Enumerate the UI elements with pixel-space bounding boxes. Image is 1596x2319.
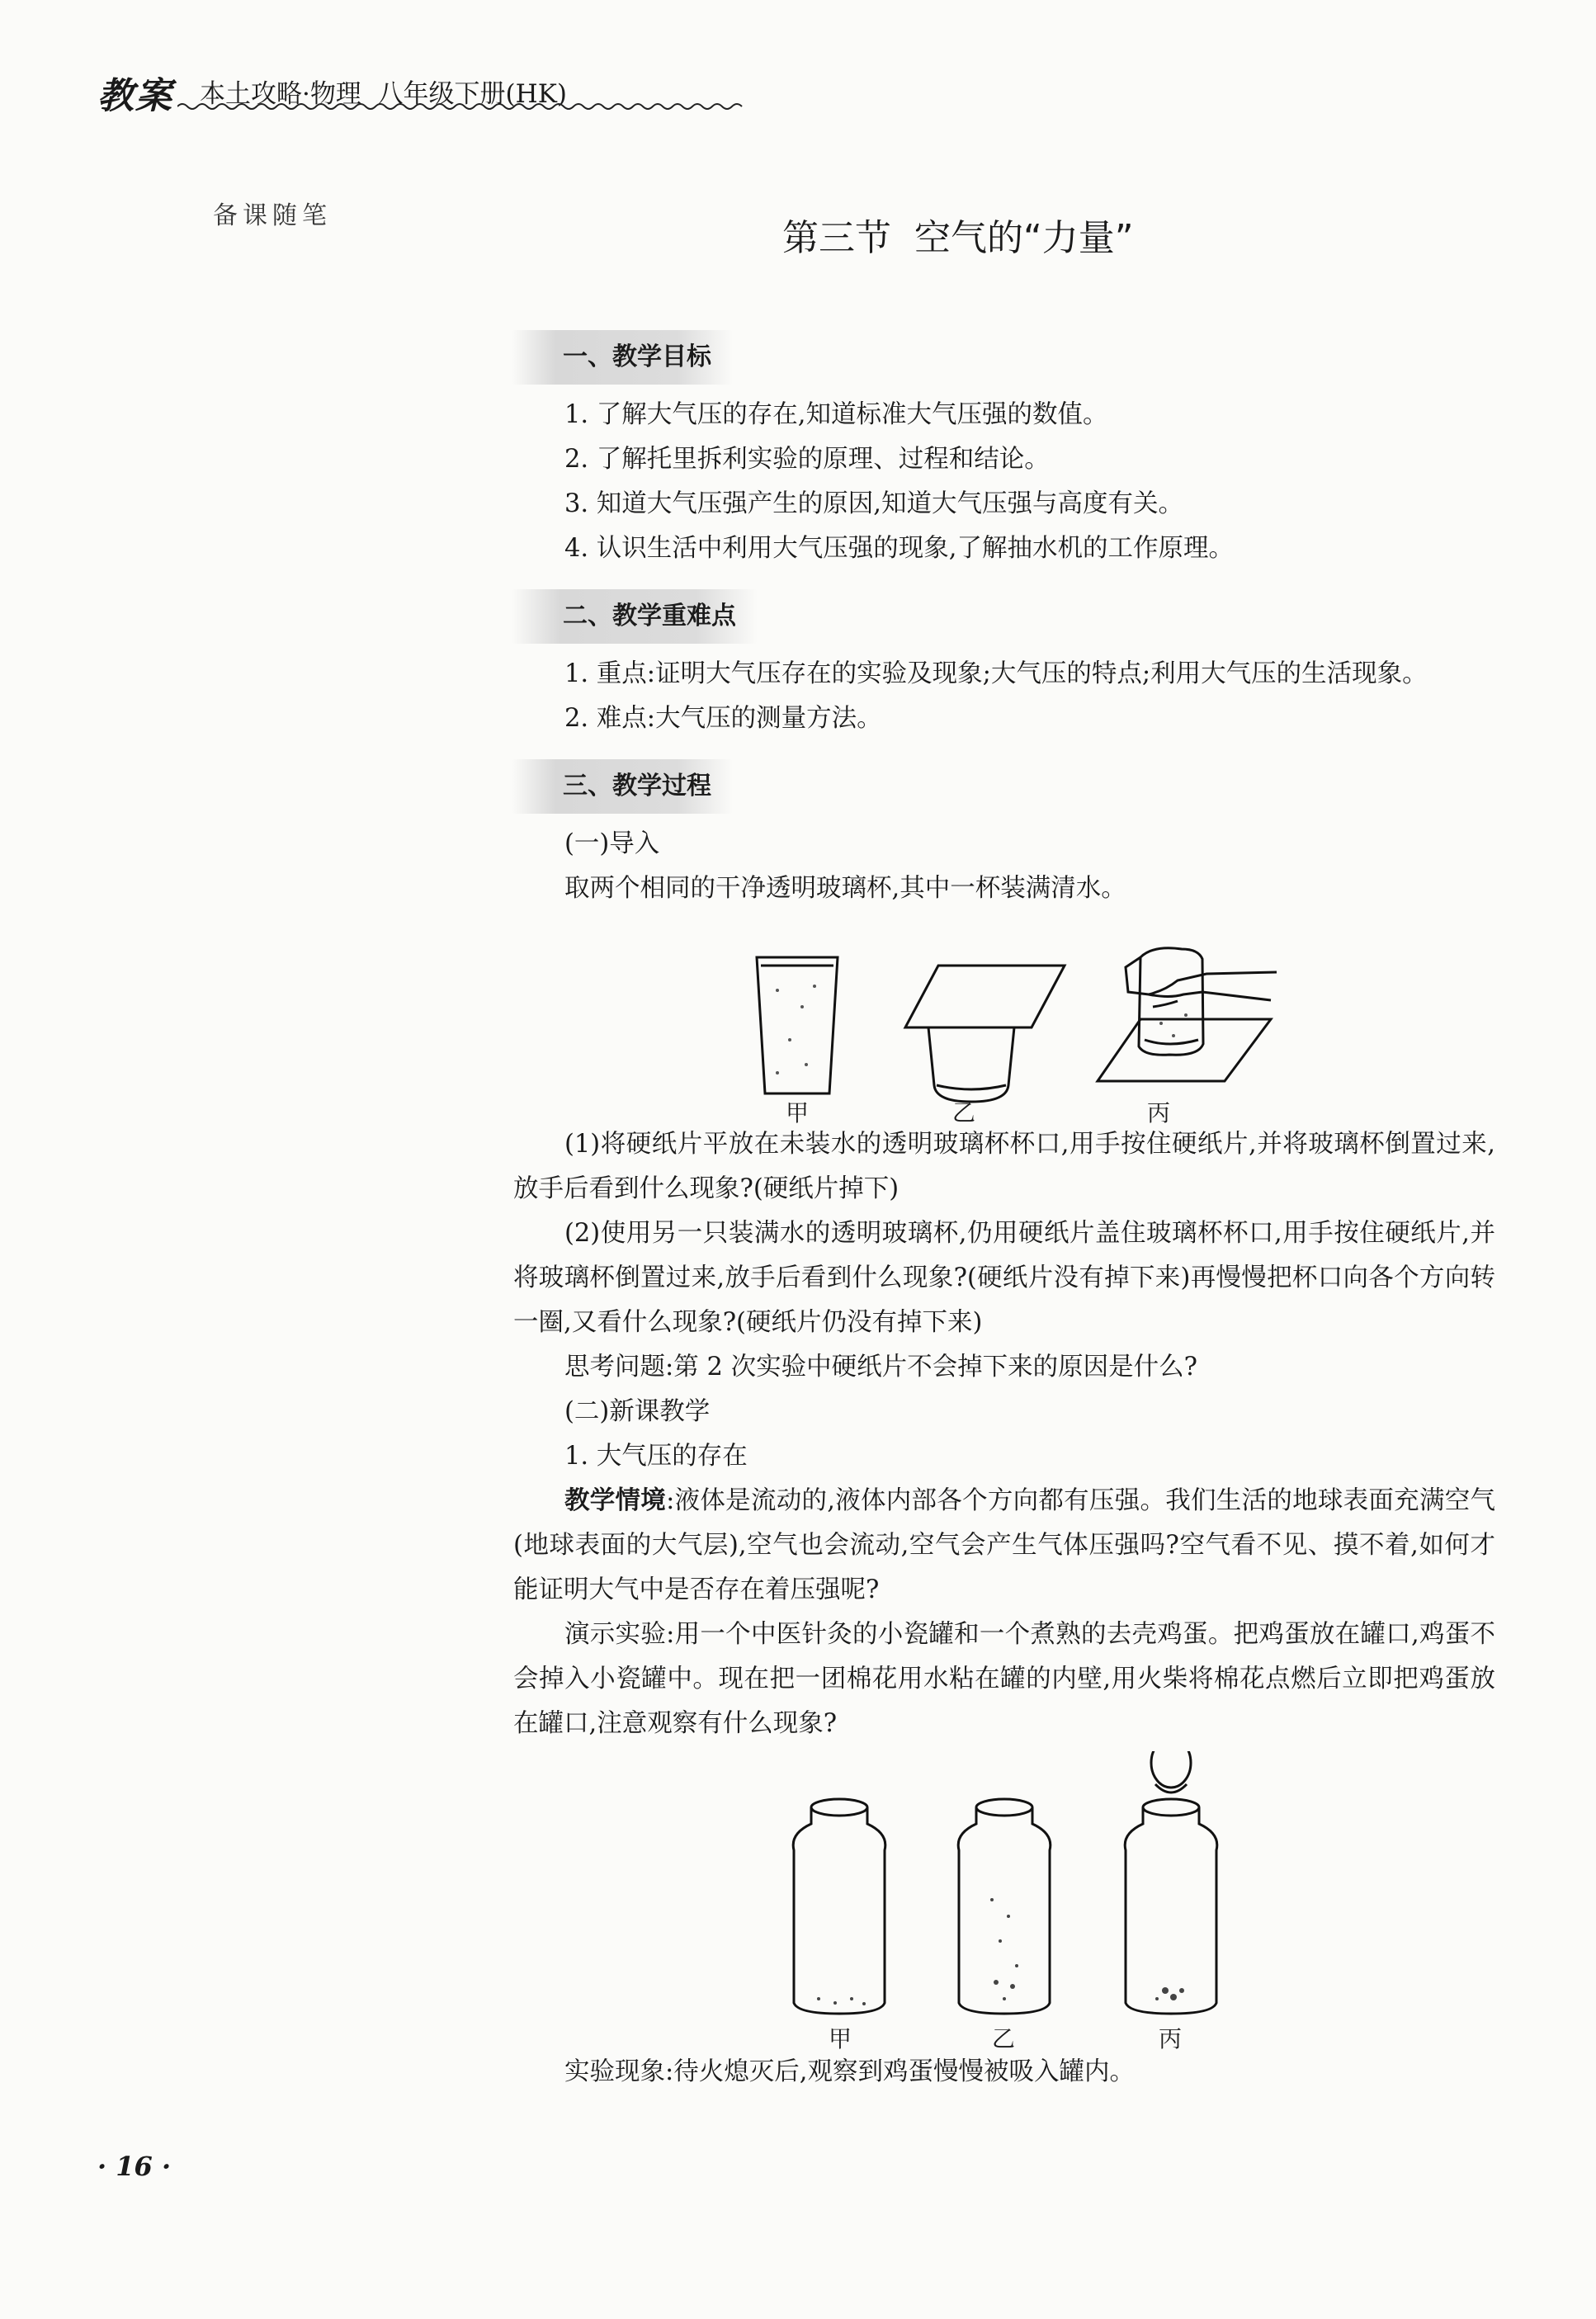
jar-egg-figure — [513, 1751, 1495, 2050]
intro-text: 取两个相同的干净透明玻璃杯,其中一杯装满清水。 — [564, 874, 1126, 903]
new-lesson-title: (二)新课教学 — [564, 1397, 711, 1426]
sidebar-notes-label: 备课随笔 — [213, 201, 332, 230]
section-heading-key-points: 二、教学重难点 — [512, 589, 758, 644]
figure-label-bing: 丙 — [1159, 2025, 1183, 2052]
key-point-item: 1. 重点:证明大气压存在的实验及现象;大气压的特点;利用大气压的生活现象。 — [564, 659, 1428, 688]
demo-experiment: 演示实验:用一个中医针灸的小瓷罐和一个煮熟的去壳鸡蛋。把鸡蛋放在罐口,鸡蛋不会掉入小瓷罐中。现在把一团棉花用水粘在罐的内壁,用火柴将棉花点燃后立即把鸡蛋放在罐口,注意观察有什么现象? — [513, 1620, 1496, 1738]
situation-text: :液体是流动的,液体内部各个方向都有压强。我们生活的地球表面充满空气(地球表面的大气层),空气也会流动,空气会产生气体压强吗?空气看不见、摸不着,如何才能证明大气中是否存在着压强呢? — [513, 1486, 1495, 1604]
figure-label-jia: 甲 — [786, 1099, 810, 1126]
section-heading-process: 三、教学过程 — [512, 759, 733, 814]
header-subtitle: 本土攻略·物理 八年级下册(HK) — [200, 79, 567, 109]
experiment-step-1: (1)将硬纸片平放在未装水的透明玻璃杯杯口,用手按住硬纸片,并将玻璃杯倒置过来,放手后看到什么现象?(硬纸片掉下) — [513, 1130, 1495, 1203]
objective-item: 3. 知道大气压强产生的原因,知道大气压强与高度有关。 — [564, 489, 1183, 518]
figure-label-bing: 丙 — [1147, 1099, 1171, 1126]
key-point-item: 2. 难点:大气压的测量方法。 — [564, 704, 882, 733]
subsection-title: 1. 大气压的存在 — [564, 1442, 748, 1471]
thinking-question: 思考问题:第 2 次实验中硬纸片不会掉下来的原因是什么? — [564, 1353, 1197, 1381]
page-title: 第三节 空气的“力量” — [782, 217, 1134, 259]
figure-label-jia: 甲 — [829, 2025, 852, 2052]
figure-label-yi: 乙 — [992, 2025, 1016, 2052]
glass-cup-illustration — [513, 916, 1495, 1122]
intro-title: (一)导入 — [564, 829, 660, 858]
page-number: · 16 · — [97, 2151, 172, 2182]
situation-label: 教学情境 — [564, 1486, 667, 1515]
experiment-result: 实验现象:待火熄灭后,观察到鸡蛋慢慢被吸入罐内。 — [564, 2057, 1135, 2086]
section-heading-objectives: 一、教学目标 — [512, 330, 733, 385]
main-content — [513, 330, 1495, 2095]
header-wave-underline — [177, 101, 747, 112]
teaching-situation — [513, 1479, 1495, 1613]
objective-item: 4. 认识生活中利用大气压强的现象,了解抽水机的工作原理。 — [564, 534, 1234, 563]
objective-item: 2. 了解托里拆利实验的原理、过程和结论。 — [564, 445, 1050, 474]
figure-label-yi: 乙 — [952, 1099, 976, 1126]
header-brand: 教案 — [97, 75, 173, 117]
glass-cup-figure — [513, 916, 1495, 1126]
experiment-step-2: (2)使用另一只装满水的透明玻璃杯,仍用硬纸片盖住玻璃杯杯口,用手按住硬纸片,并将玻璃杯倒置过来,放手后看到什么现象?(硬纸片没有掉下来)再慢慢把杯口向各个方向转一圈,又看什么现象?(硬纸片仍没有掉下来) — [513, 1219, 1495, 1337]
jar-egg-illustration — [513, 1751, 1495, 2050]
objective-item: 1. 了解大气压的存在,知道标准大气压强的数值。 — [564, 400, 1108, 429]
